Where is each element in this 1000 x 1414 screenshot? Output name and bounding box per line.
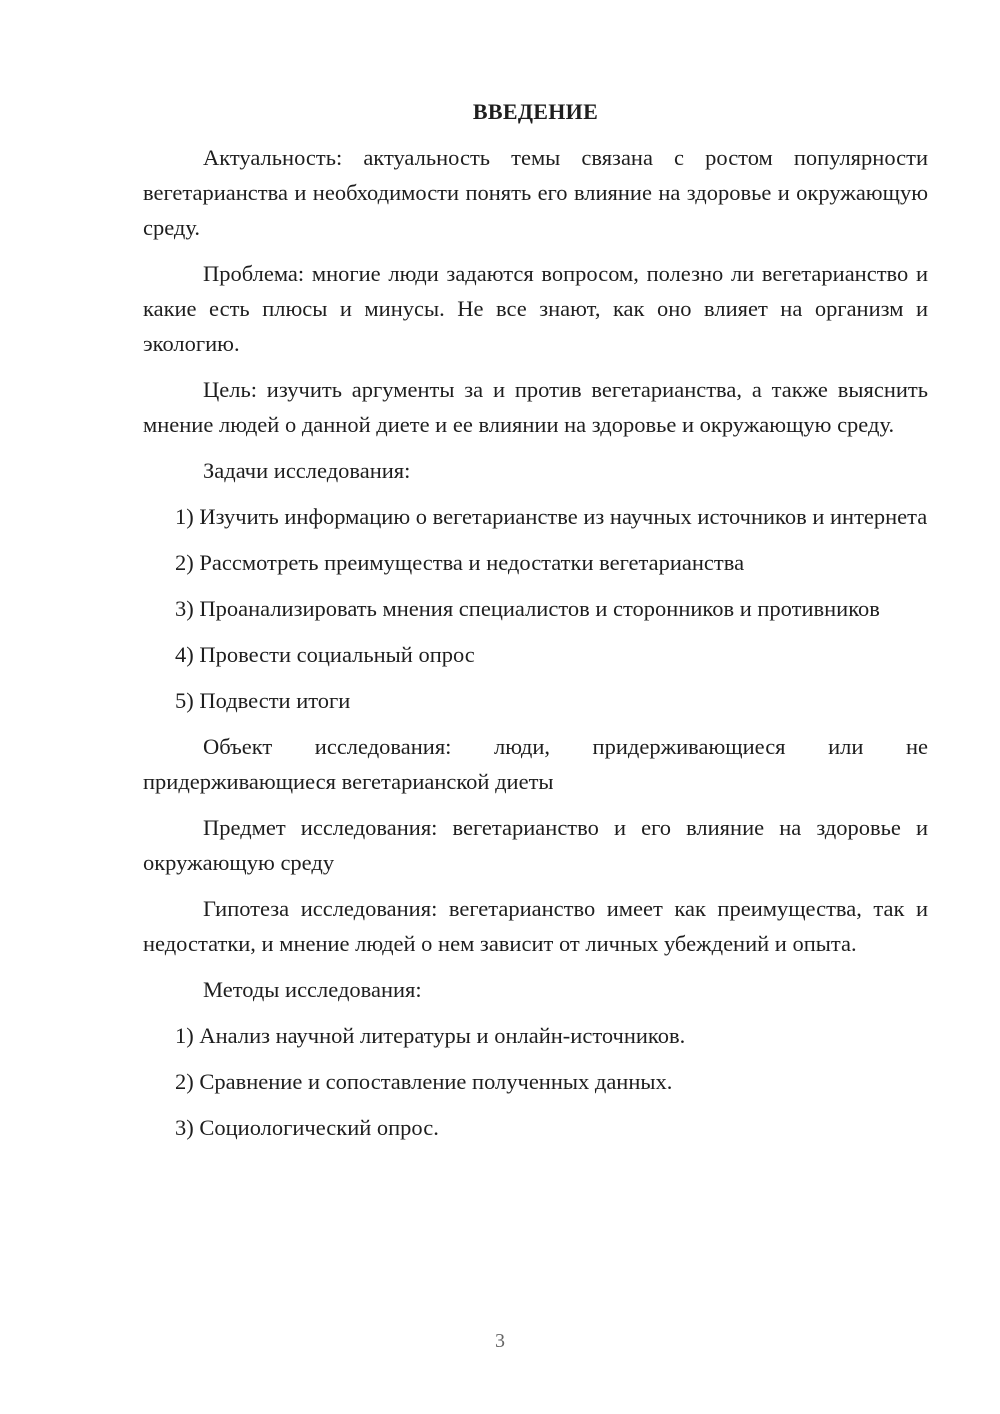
task-item-1: 1) Изучить информацию о вегетарианстве из научных источников и интернета — [175, 504, 928, 529]
relevance-paragraph: Актуальность: актуальность темы связана с ростом популярности вегетарианства и необходимости понять его влияние на здоровье и окружающую среду. — [143, 145, 928, 240]
problem-paragraph: Проблема: многие люди задаются вопросом, полезно ли вегетарианство и какие есть плюсы и минусы. Не все знают, как оно влияет на организм и экологию. — [143, 261, 928, 356]
subject-paragraph: Предмет исследования: вегетарианство и его влияние на здоровье и окружающую среду — [143, 815, 928, 875]
task-item-2: 2) Рассмотреть преимущества и недостатки вегетарианства — [175, 550, 745, 575]
tasks-heading: Задачи исследования: — [203, 458, 411, 483]
method-item-1: 1) Анализ научной литературы и онлайн-источников. — [175, 1023, 686, 1048]
task-item-4: 4) Провести социальный опрос — [175, 642, 475, 667]
hypothesis-paragraph: Гипотеза исследования: вегетарианство имеет как преимущества, так и недостатки, и мнение людей о нем зависит от личных убеждений и опыта. — [143, 896, 928, 956]
methods-heading: Методы исследования: — [203, 977, 422, 1002]
object-paragraph: Объект исследования: люди, придерживающиеся или не придерживающиеся вегетарианской диеты — [143, 734, 928, 794]
page-number: 3 — [495, 1330, 505, 1352]
page-content — [143, 94, 928, 1156]
page-title: ВВЕДЕНИЕ — [472, 99, 599, 124]
task-item-3: 3) Проанализировать мнения специалистов и сторонников и противников — [175, 596, 880, 621]
method-item-3: 3) Социологический опрос. — [175, 1115, 439, 1140]
task-item-5: 5) Подвести итоги — [175, 688, 351, 713]
method-item-2: 2) Сравнение и сопоставление полученных данных. — [175, 1069, 673, 1094]
goal-paragraph: Цель: изучить аргументы за и против вегетарианства, а также выяснить мнение людей о данной диете и ее влиянии на здоровье и окружающую среду. — [143, 377, 928, 437]
